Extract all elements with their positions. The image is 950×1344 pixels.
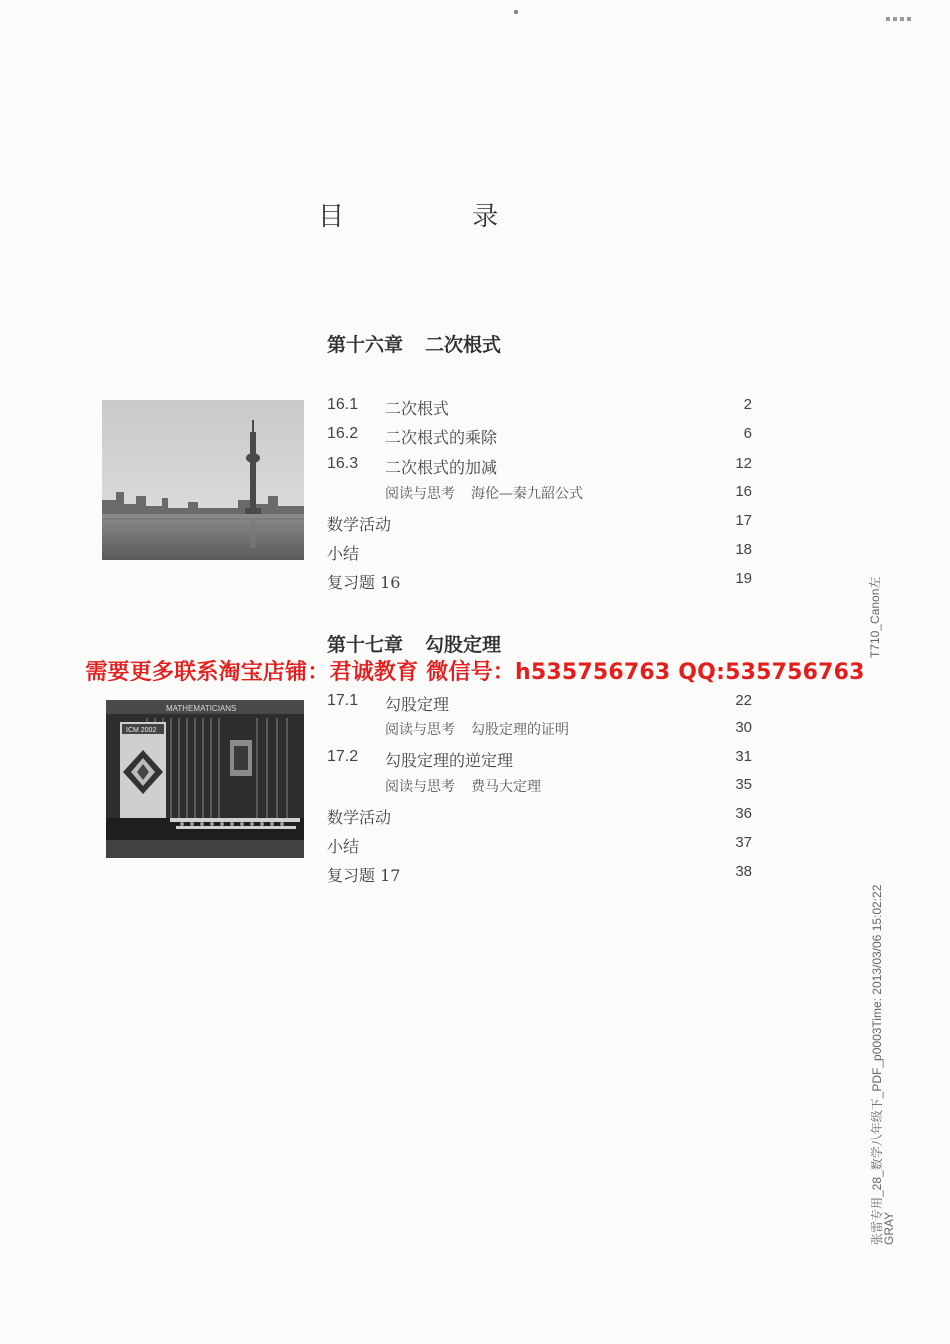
toc-page-number: 6 (743, 425, 752, 442)
toc-entry-label (385, 396, 449, 419)
toc-entry-text: 小结 (327, 837, 360, 856)
toc-entry-number: 16.3 (327, 455, 359, 472)
chapter-16-photo-tv-tower (102, 400, 304, 560)
toc-entry[interactable] (327, 692, 752, 718)
toc-entry-label (385, 692, 449, 715)
toc-entry-label (327, 805, 391, 828)
toc-page-number: 38 (735, 863, 752, 880)
toc-entry-label (327, 541, 359, 564)
toc-page-number: 18 (735, 541, 752, 558)
toc-entry-text: 复习题 16 (327, 573, 401, 592)
toc-entry-label (327, 863, 400, 886)
chapter-16-heading (327, 330, 501, 357)
toc-entry-text: 数学活动 (327, 808, 392, 827)
chapter-17-number: 第十七章 (327, 634, 404, 656)
toc-entry-label (327, 570, 400, 593)
toc-page-number: 19 (735, 570, 752, 587)
toc-page-number: 12 (735, 455, 752, 472)
scan-mark (514, 10, 518, 14)
toc-entry-text: 二次根式 (385, 399, 450, 418)
toc-reading-title: 费马大定理 (471, 779, 541, 795)
page-title: 目 录 (318, 202, 559, 232)
toc-entry-text: 数学活动 (327, 515, 392, 534)
toc-entry[interactable] (327, 541, 752, 567)
toc-entry-number: 17.2 (327, 748, 359, 765)
toc-page-number: 17 (735, 512, 752, 529)
chapter-17-heading (327, 630, 501, 657)
toc-page-number: 16 (735, 483, 752, 500)
toc-entry-text: 二次根式的乘除 (385, 428, 498, 447)
toc-entry[interactable] (327, 396, 752, 422)
chapter-17-name: 勾股定理 (425, 634, 502, 656)
chapter-17-photo-congress-hall (106, 700, 304, 858)
toc-entry-text: 阅读与思考 (385, 722, 455, 738)
toc-page-number: 31 (735, 748, 752, 765)
scanner-stamp-gray: GRAY (882, 1211, 896, 1245)
toc-page-number: 30 (735, 719, 752, 736)
toc-entry[interactable] (327, 748, 752, 774)
photo-poster-text: ICM 2002 (126, 727, 157, 734)
toc-entry-label (385, 748, 513, 771)
toc-entry-label (327, 834, 359, 857)
toc-entry-text: 阅读与思考 (385, 486, 455, 502)
toc-entry-number: 16.1 (327, 396, 359, 413)
toc-entry[interactable] (327, 455, 752, 481)
toc-entry[interactable] (327, 863, 752, 889)
toc-entry-number: 16.2 (327, 425, 359, 442)
toc-entry-text: 勾股定理 (385, 695, 450, 714)
toc-page-number: 36 (735, 805, 752, 822)
scan-corner-marks (886, 6, 916, 12)
toc-reading-label (385, 776, 541, 796)
toc-entry[interactable] (327, 425, 752, 451)
toc-page-number: 2 (743, 396, 752, 413)
toc-page-number: 22 (735, 692, 752, 709)
toc-entry-text: 小结 (327, 544, 360, 563)
chapter-16-number: 第十六章 (327, 334, 404, 356)
toc-entry[interactable] (327, 719, 752, 745)
chapter-16-name: 二次根式 (425, 334, 502, 356)
toc-entry-label (385, 455, 497, 478)
toc-entry[interactable] (327, 776, 752, 802)
scanner-stamp-top: T710_Canon左 (868, 576, 882, 658)
photo-banner-text: MATHEMATICIANS (166, 704, 237, 713)
toc-entry-label (327, 512, 391, 535)
toc-entry[interactable] (327, 805, 752, 831)
scanner-stamp-bottom: 张雷专用_28_数学八年级下_PDF_p0003Time: 2013/03/06 15:02:22 (870, 884, 884, 1245)
toc-entry[interactable] (327, 483, 752, 509)
toc-entry[interactable] (327, 570, 752, 596)
toc-entry[interactable] (327, 512, 752, 538)
toc-entry-label (385, 425, 497, 448)
toc-reading-label (385, 719, 569, 739)
toc-reading-label (385, 483, 583, 503)
toc-entry-text: 复习题 17 (327, 866, 401, 885)
toc-entry-number: 17.1 (327, 692, 359, 709)
toc-entry-text: 二次根式的加减 (385, 458, 498, 477)
toc-reading-title: 海伦—秦九韶公式 (471, 486, 583, 502)
toc-entry[interactable] (327, 834, 752, 860)
toc-page-number: 35 (735, 776, 752, 793)
toc-reading-title: 勾股定理的证明 (471, 722, 569, 738)
toc-entry-text: 勾股定理的逆定理 (385, 751, 514, 770)
toc-entry-text: 阅读与思考 (385, 779, 455, 795)
toc-page-number: 37 (735, 834, 752, 851)
shop-watermark: 需要更多联系淘宝店铺：君诚教育 微信号：h535756763 QQ:535756763 (85, 660, 865, 685)
